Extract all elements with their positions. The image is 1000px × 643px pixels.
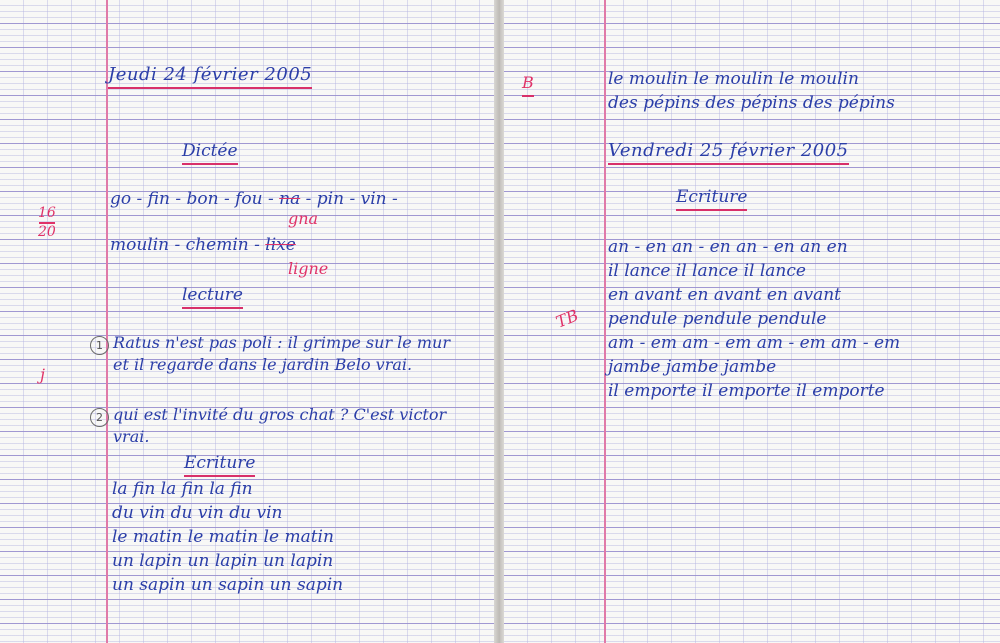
date-heading: Jeudi 24 février 2005 xyxy=(108,64,312,89)
writing-line: la fin la fin la fin xyxy=(112,479,253,499)
writing-line: jambe jambe jambe xyxy=(608,357,777,377)
writing-line: du vin du vin du vin xyxy=(112,503,283,523)
answer-line: et il regarde dans le jardin Belo vrai. xyxy=(113,355,413,374)
writing-line: en avant en avant en avant xyxy=(608,285,842,305)
answer-line: Ratus n'est pas poli : il grimpe sur le mur xyxy=(113,333,450,352)
dictee-text: - pin - vin - xyxy=(300,189,398,209)
margin-mark: j xyxy=(40,365,45,384)
grade-mark: TB xyxy=(553,305,581,332)
margin-line xyxy=(604,0,606,643)
correction-text: ligne xyxy=(288,259,329,278)
dictee-text: go - fin - bon - fou - xyxy=(110,189,280,209)
question-text xyxy=(113,332,450,376)
correction-text: gna xyxy=(288,209,319,228)
writing-line: un sapin un sapin un sapin xyxy=(112,575,344,595)
writing-line: an - en an - en an - en an en xyxy=(608,237,848,257)
question-number: 1 xyxy=(90,336,109,355)
grade-denominator: 20 xyxy=(38,224,56,240)
writing-line: le matin le matin le matin xyxy=(112,527,334,547)
dictee-line-2 xyxy=(110,234,296,256)
writing-line: il emporte il emporte il emporte xyxy=(608,381,885,401)
question-2 xyxy=(90,404,446,448)
question-1 xyxy=(90,332,450,376)
grade-fraction xyxy=(38,206,56,240)
grade-numerator: 16 xyxy=(38,205,56,221)
left-page xyxy=(0,0,496,643)
writing-line: le moulin le moulin le moulin xyxy=(608,69,859,89)
dictee-text: moulin - chemin - xyxy=(110,235,266,255)
margin-line xyxy=(106,0,108,643)
dictee-title: Dictée xyxy=(182,140,238,165)
writing-line: pendule pendule pendule xyxy=(608,309,827,329)
dictee-line-1 xyxy=(110,188,398,210)
wrong-word: lixe xyxy=(265,235,296,255)
writing-line: il lance il lance il lance xyxy=(608,261,806,281)
answer-line: vrai. xyxy=(113,427,150,446)
question-number: 2 xyxy=(90,408,109,427)
date-heading: Vendredi 25 février 2005 xyxy=(608,140,849,165)
right-page xyxy=(504,0,1000,643)
writing-line: un lapin un lapin un lapin xyxy=(112,551,334,571)
grade-mark: B xyxy=(522,72,534,97)
ecriture-title: Ecriture xyxy=(184,452,255,477)
lecture-title: lecture xyxy=(182,284,243,309)
writing-line: des pépins des pépins des pépins xyxy=(608,93,895,113)
writing-line: am - em am - em am - em am - em xyxy=(608,333,901,353)
ecriture-title: Ecriture xyxy=(676,186,747,211)
answer-line: qui est l'invité du gros chat ? C'est victor xyxy=(113,405,447,424)
wrong-word: na xyxy=(279,189,301,209)
question-text xyxy=(113,404,446,448)
